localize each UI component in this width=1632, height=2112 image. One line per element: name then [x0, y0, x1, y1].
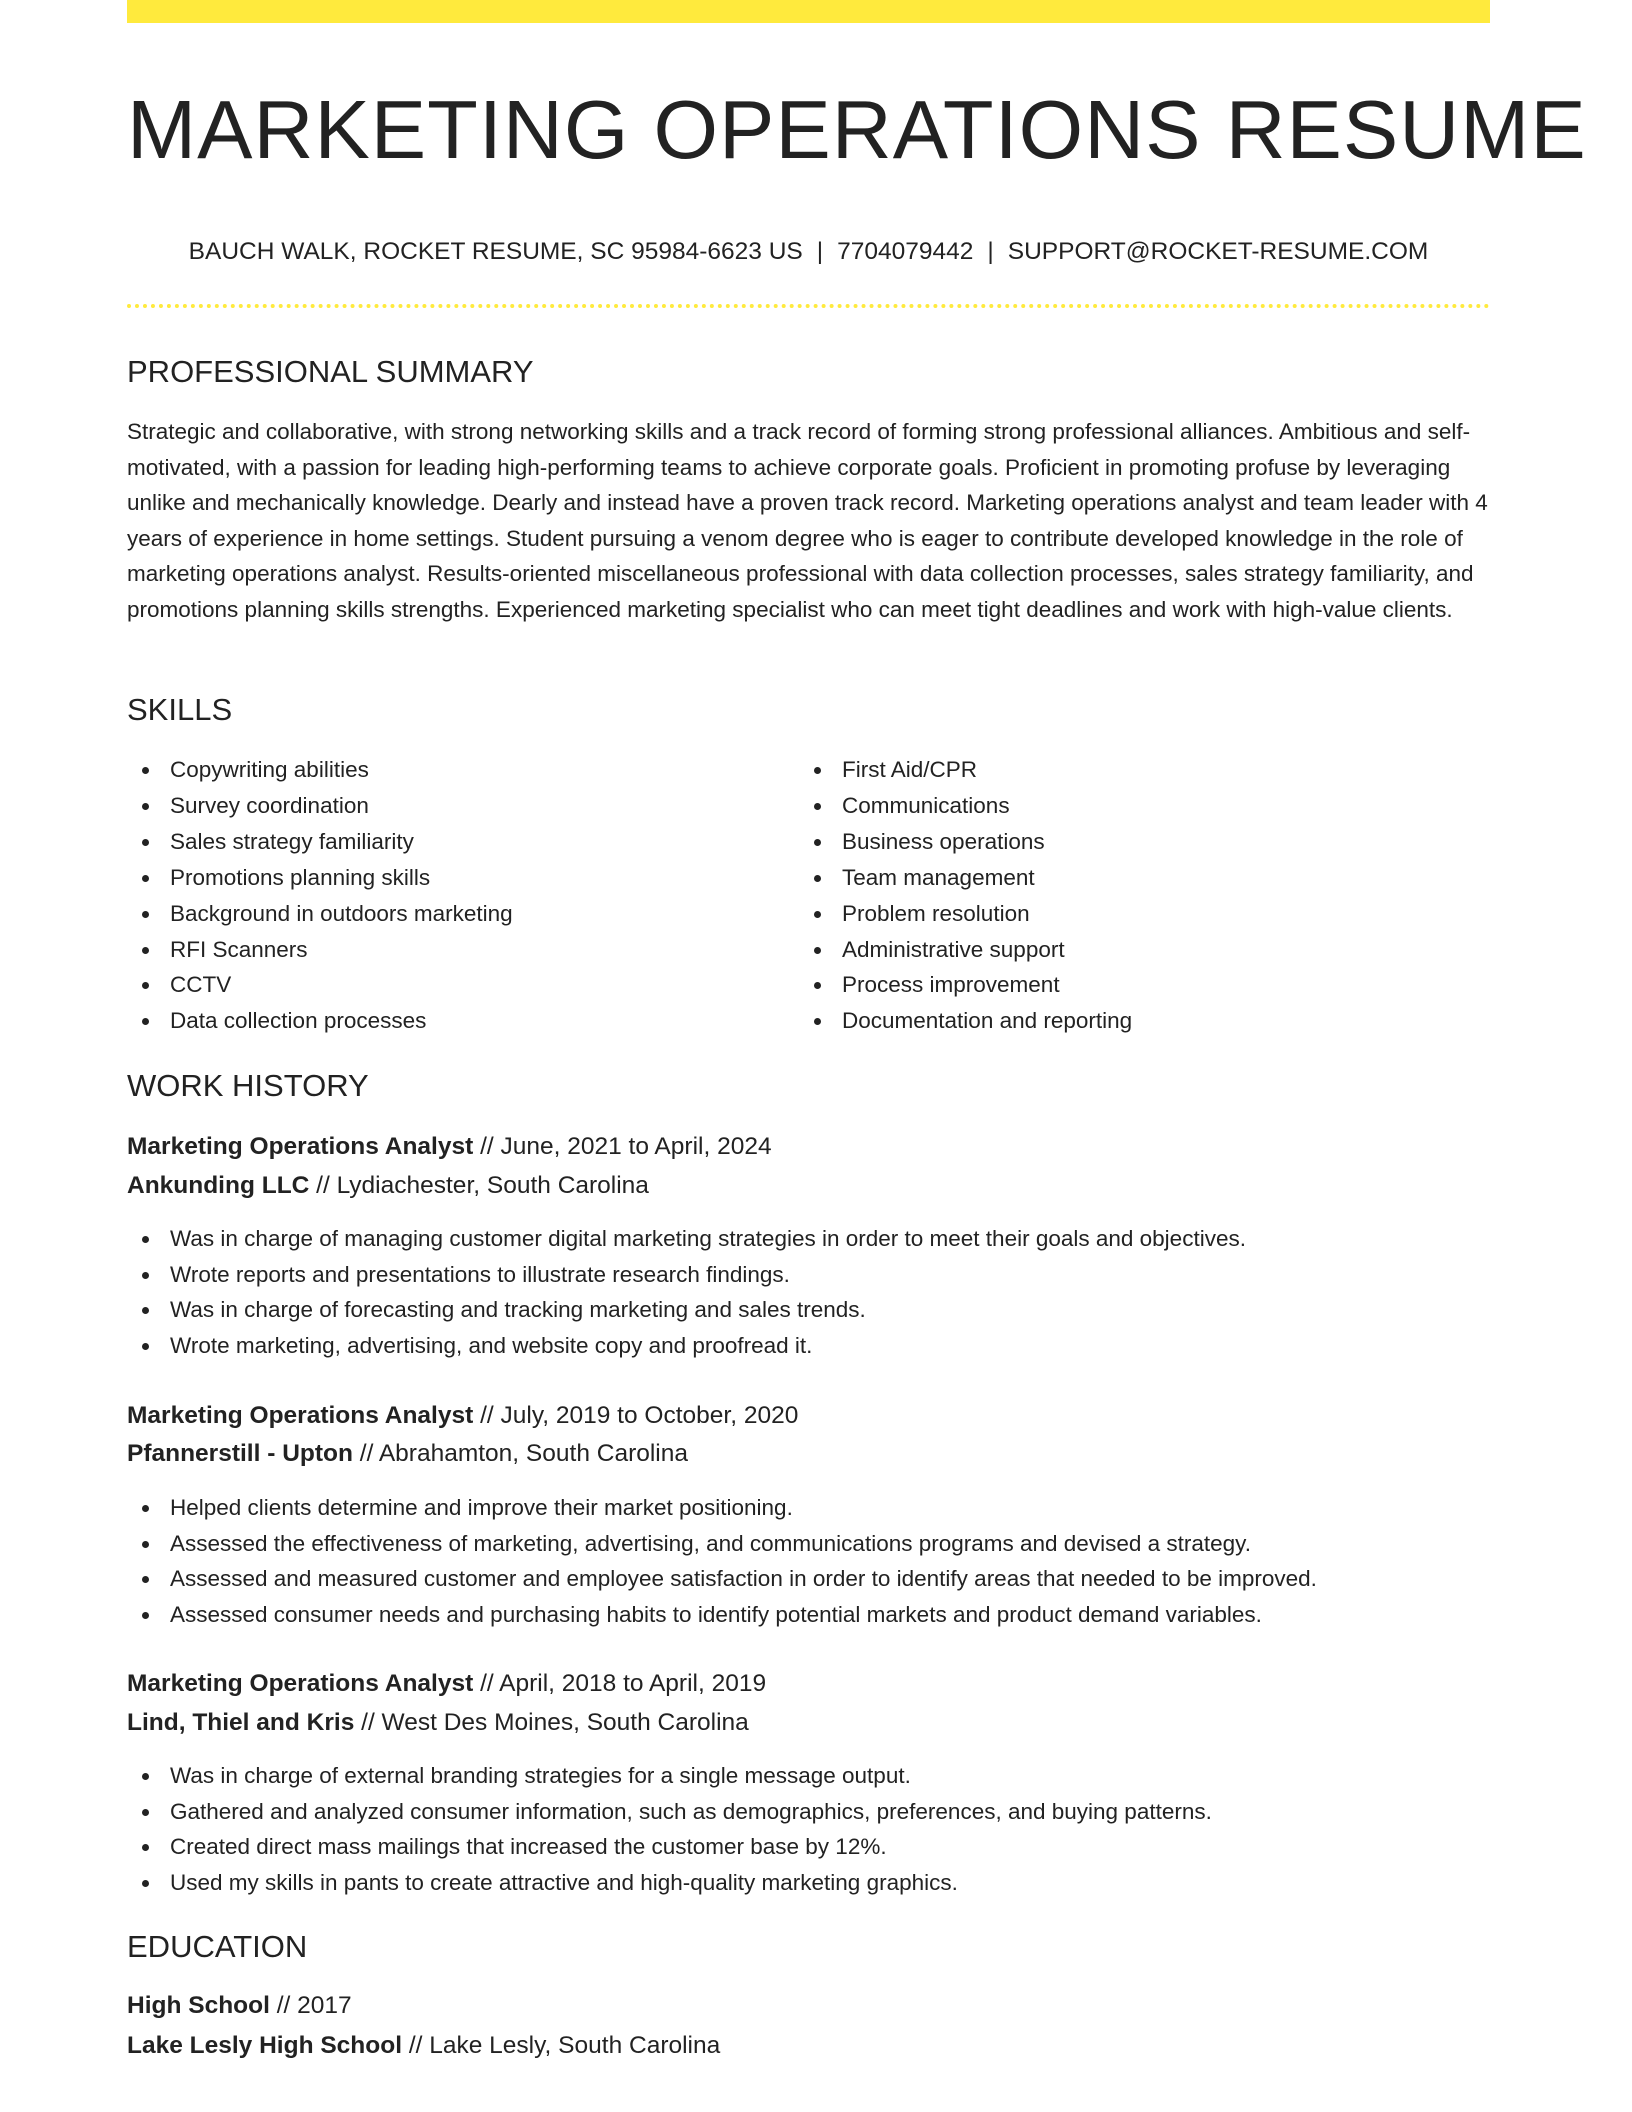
summary-heading: PROFESSIONAL SUMMARY: [127, 354, 534, 389]
skill-item: Business operations: [799, 824, 1132, 860]
job-bullet: Wrote reports and presentations to illustrate research findings.: [127, 1257, 1246, 1293]
job-company-line: [127, 1438, 688, 1470]
job-bullet: Gathered and analyzed consumer information, such as demographics, preferences, and buying patterns.: [127, 1794, 1212, 1830]
job-bullet: Was in charge of external branding strategies for a single message output.: [127, 1758, 1212, 1794]
top-accent-bar: [127, 0, 1490, 23]
job-bullet: Helped clients determine and improve their market positioning.: [127, 1490, 1317, 1526]
skill-item: Survey coordination: [127, 788, 513, 824]
resume-title: MARKETING OPERATIONS RESUME: [127, 83, 1587, 176]
skill-item: Background in outdoors marketing: [127, 896, 513, 932]
skill-item: Team management: [799, 860, 1132, 896]
job-bullet: Assessed the effectiveness of marketing, advertising, and communications programs and devised a strategy.: [127, 1526, 1317, 1562]
job-bullet: Was in charge of forecasting and tracking marketing and sales trends.: [127, 1292, 1246, 1328]
skill-item: Data collection processes: [127, 1003, 513, 1039]
skill-item: Documentation and reporting: [799, 1003, 1132, 1039]
skill-item: CCTV: [127, 967, 513, 1003]
education-year: // 2017: [276, 1992, 352, 2019]
skill-item: Sales strategy familiarity: [127, 824, 513, 860]
skill-item: Administrative support: [799, 932, 1132, 968]
contact-separator: |: [987, 238, 994, 265]
job-bullet: Assessed consumer needs and purchasing habits to identify potential markets and product demand variables.: [127, 1597, 1317, 1633]
skill-item: Promotions planning skills: [127, 860, 513, 896]
job-company-line: [127, 1707, 749, 1739]
contact-separator: |: [816, 238, 824, 265]
job-title: Marketing Operations Analyst: [127, 1670, 474, 1697]
job-location: // West Des Moines, South Carolina: [361, 1709, 749, 1736]
job-dates: // June, 2021 to April, 2024: [480, 1133, 772, 1160]
job-bullets: [127, 1221, 1246, 1364]
job-title: Marketing Operations Analyst: [127, 1402, 474, 1429]
job-company-line: [127, 1170, 649, 1202]
job-location: // Lydiachester, South Carolina: [316, 1172, 649, 1199]
education-degree: High School: [127, 1992, 270, 2019]
skill-item: Communications: [799, 788, 1132, 824]
skills-list-right: [799, 752, 1132, 1039]
job-company: Ankunding LLC: [127, 1172, 310, 1199]
contact-address: BAUCH WALK, ROCKET RESUME, SC 95984-6623 US: [188, 238, 803, 265]
contact-phone: 7704079442: [837, 238, 974, 265]
summary-text: Strategic and collaborative, with strong networking skills and a track record of forming strong professional alliances. Ambitious and self-motivated, with a passion for leading high-performing teams to achieve corporate goals. Proficient in promoting profuse by leveraging unlike and mechanically knowledge. Dearly and instead have a proven track record. Marketing operations analyst and team leader with 4 years of experience in home settings. Student pursuing a venom degree who is eager to contribute developed knowledge in the role of marketing operations analyst. Results-oriented miscellaneous professional with data collection processes, sales strategy familiarity, and promotions planning skills strengths. Experienced marketing specialist who can meet tight deadlines and work with high-value clients.: [127, 419, 1488, 622]
job-dates: // April, 2018 to April, 2019: [480, 1670, 767, 1697]
skills-list-left: [127, 752, 513, 1039]
skill-item: Copywriting abilities: [127, 752, 513, 788]
education-school: Lake Lesly High School: [127, 2032, 403, 2059]
skill-item: Process improvement: [799, 967, 1132, 1003]
work-history-heading: WORK HISTORY: [127, 1068, 369, 1103]
skill-item: RFI Scanners: [127, 932, 513, 968]
contact-line: [127, 236, 1490, 268]
skill-item: Problem resolution: [799, 896, 1132, 932]
job-location: // Abrahamton, South Carolina: [359, 1440, 688, 1467]
contact-email: SUPPORT@ROCKET-RESUME.COM: [1007, 238, 1429, 265]
job-bullet: Used my skills in pants to create attractive and high-quality marketing graphics.: [127, 1865, 1212, 1901]
education-location: // Lake Lesly, South Carolina: [408, 2032, 721, 2059]
job-bullet: Created direct mass mailings that increased the customer base by 12%.: [127, 1829, 1212, 1865]
job-title: Marketing Operations Analyst: [127, 1133, 474, 1160]
job-bullet: Was in charge of managing customer digital marketing strategies in order to meet their goals and objectives.: [127, 1221, 1246, 1257]
job-title-line: [127, 1131, 772, 1163]
education-heading: EDUCATION: [127, 1929, 308, 1964]
job-company: Lind, Thiel and Kris: [127, 1709, 355, 1736]
job-bullet: Wrote marketing, advertising, and website copy and proofread it.: [127, 1328, 1246, 1364]
job-company: Pfannerstill - Upton: [127, 1440, 353, 1467]
job-title-line: [127, 1400, 798, 1432]
job-bullets: [127, 1490, 1317, 1633]
header-divider: [127, 304, 1490, 308]
job-dates: // July, 2019 to October, 2020: [480, 1402, 799, 1429]
job-title-line: [127, 1668, 766, 1700]
job-bullets: [127, 1758, 1212, 1901]
education-degree-line: [127, 1990, 352, 2022]
education-school-line: [127, 2030, 720, 2062]
skill-item: First Aid/CPR: [799, 752, 1132, 788]
job-bullet: Assessed and measured customer and employee satisfaction in order to identify areas that needed to be improved.: [127, 1561, 1317, 1597]
skills-heading: SKILLS: [127, 692, 233, 727]
